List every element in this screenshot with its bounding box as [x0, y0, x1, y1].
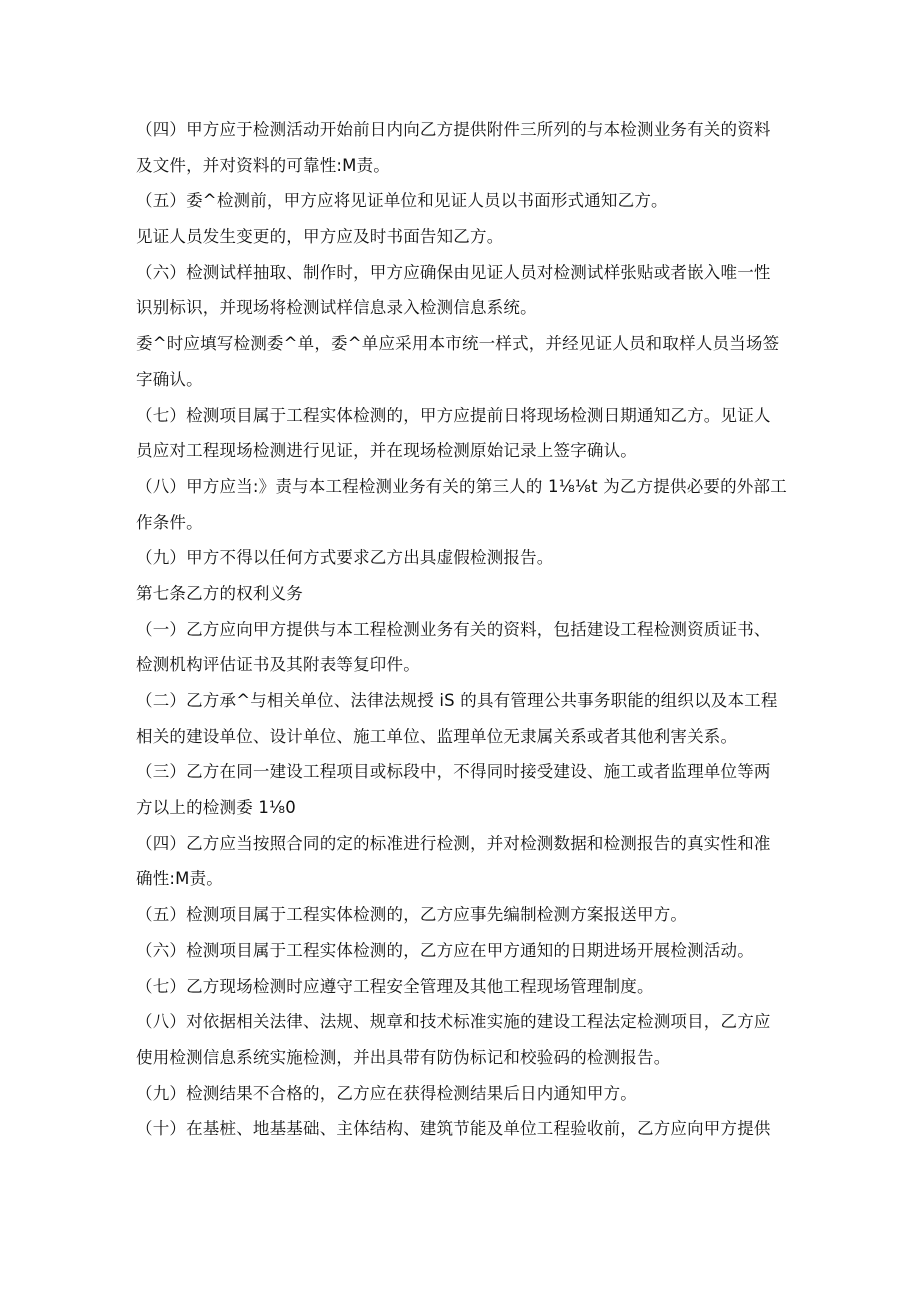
- text-line: （四）甲方应于检测活动开始前日内向乙方提供附件三所列的与本检测业务有关的资料: [136, 120, 771, 139]
- text-line: （七）检测项目属于工程实体检测的，甲方应提前日将现场检测日期通知乙方。见证人: [136, 405, 771, 425]
- text-line: 相关的建设单位、设计单位、施工单位、监理单位无隶属关系或者其他利害关系。: [136, 726, 738, 746]
- section-heading: 第七条乙方的权利义务: [136, 583, 303, 603]
- text-line: （六）检测试样抽取、制作时，甲方应确保由见证人员对检测试样张贴或者嵌入唯一性: [136, 262, 771, 282]
- text-line: 方以上的检测委 1⅛0: [136, 798, 296, 818]
- text-line: （八）对依据相关法律、法规、规章和技术标准实施的建设工程法定检测项目，乙方应: [136, 1012, 771, 1032]
- text-line: （六）检测项目属于工程实体检测的，乙方应在甲方通知的日期进场开展检测活动。: [136, 940, 754, 960]
- text-line: 使用检测信息系统实施检测，并出具带有防伪标记和校验码的检测报告。: [136, 1047, 671, 1067]
- text-line: 字确认。: [136, 369, 203, 389]
- text-line: （九）甲方不得以任何方式要求乙方出具虚假检测报告。: [136, 548, 554, 568]
- text-line: 检测机构评估证书及其附表等复印件。: [136, 655, 420, 675]
- text-line: （七）乙方现场检测时应遵守工程安全管理及其他工程现场管理制度。: [136, 976, 654, 996]
- text-line: （三）乙方在同一建设工程项目或标段中，不得同时接受建设、施工或者监理单位等两: [136, 762, 771, 782]
- text-line: 作条件。: [136, 512, 203, 532]
- text-line: 员应对工程现场检测进行见证，并在现场检测原始记录上签字确认。: [136, 441, 637, 461]
- text-line: （五）检测项目属于工程实体检测的，乙方应事先编制检测方案报送甲方。: [136, 905, 688, 925]
- text-line: 委^时应填写检测委^单，委^单应采用本市统一样式，并经见证人员和取样人员当场签: [136, 334, 780, 354]
- text-line: （一）乙方应向甲方提供与本工程检测业务有关的资料，包括建设工程检测资质证书、: [136, 619, 771, 639]
- text-line: （五）委^检测前，甲方应将见证单位和见证人员以书面形式通知乙方。: [136, 191, 668, 211]
- document-body: [136, 112, 796, 1147]
- text-line: （二）乙方承^与相关单位、法律法规授 iS 的具有管理公共事务职能的组织以及本工程: [136, 691, 778, 710]
- text-line: 及文件，并对资料的可靠性:M责。: [136, 155, 390, 175]
- text-line: 确性:M责。: [136, 869, 223, 889]
- text-line: （十）在基桩、地基基础、主体结构、建筑节能及单位工程验收前，乙方应向甲方提供: [136, 1119, 771, 1139]
- text-line: （四）乙方应当按照合同的定的标准进行检测，并对检测数据和检测报告的真实性和准: [136, 833, 771, 853]
- text-line: （九）检测结果不合格的，乙方应在获得检测结果后日内通知甲方。: [136, 1083, 637, 1103]
- text-line: （八）甲方应当:》责与本工程检测业务有关的第三人的 1⅛⅛t 为乙方提供必要的外部工: [136, 476, 787, 496]
- text-line: 见证人员发生变更的，甲方应及时书面告知乙方。: [136, 227, 504, 247]
- text-line: 识别标识，并现场将检测试样信息录入检测信息系统。: [136, 298, 537, 318]
